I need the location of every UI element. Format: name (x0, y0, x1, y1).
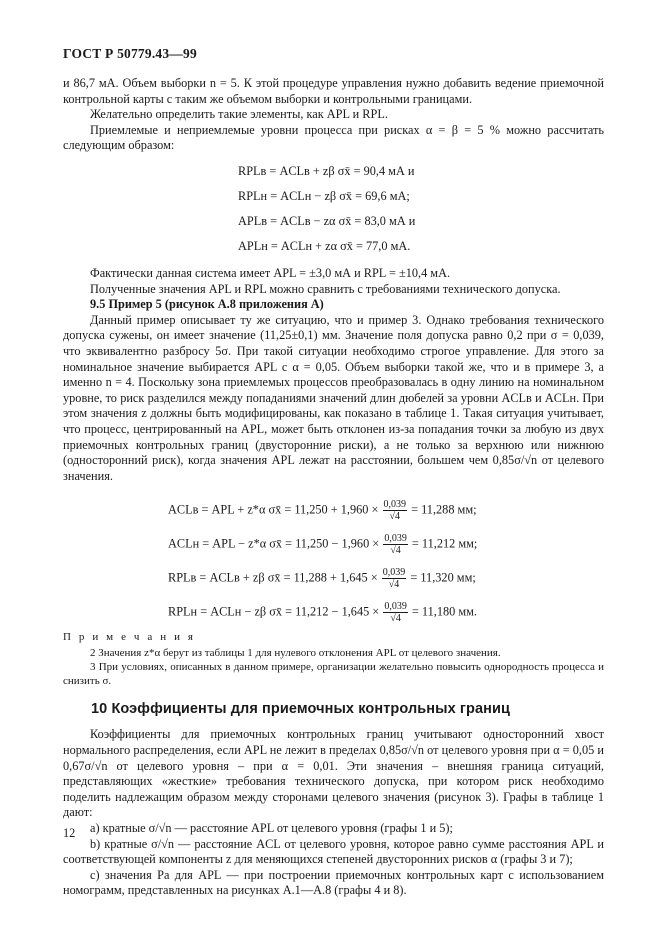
paragraph: Фактически данная система имеет APL = ±3,0 мА и RPL = ±10,4 мА. (90, 265, 451, 280)
notes-title: П р и м е ч а н и я (63, 631, 196, 644)
page-number: 12 (63, 826, 76, 840)
note-item: 3 При условиях, описанных в данном примере, организации желательно повысить однородность процесса и снизить σ. (63, 660, 604, 687)
equation: RPLн = ACLн − zβ σx̄ = 69,6 мА; (238, 188, 410, 203)
equation: RPLв = ACLв + zβ σx̄ = 11,288 + 1,645 × $\frac{0,039}{√4}$ = 11,320 мм; (168, 567, 476, 591)
list-item: а) кратные σ/√n — расстояние APL от целевого уровня (графы 1 и 5); (90, 821, 453, 836)
paragraph: и 86,7 мА. Объем выборки n = 5. К этой процедуре управления нужно добавить ведение приемочной контрольной карты с таким же объемом выборки и контрольными границами. (63, 76, 604, 106)
paragraph: Коэффициенты для приемочных контрольных границ учитывают односторонний хвост нормального распределения, если APL не лежит в пределах 0,85σ/√n от целевого уровня при α = 0,05 и 0,67σ/√n от целевого уровня – при α = 0,01. Эти значения – внешняя граница ситуаций, представляющих «жесткие» требования технического допуска, при котором риск необходимо поделить надлежащим образом между сторонами целевого значения (рисунок 3). Графы в таблице 1 дают: (63, 727, 604, 820)
paragraph: Полученные значения APL и RPL можно сравнить с требованиями технического допуска. (90, 281, 561, 296)
subsection-heading: 9.5 Пример 5 (рисунок А.8 приложения А) (90, 297, 324, 312)
page-body (63, 76, 604, 899)
equation: ACLв = APL + z*α σx̄ = 11,250 + 1,960 × $\frac{0,039}{√4}$ = 11,288 мм; (168, 499, 477, 523)
paragraph: Приемлемые и неприемлемые уровни процесса при рисках α = β = 5 % можно рассчитать следующим образом: (63, 122, 604, 153)
equation: RPLн = ACLн − zβ σx̄ = 11,212 − 1,645 × $\frac{0,039}{√4}$ = 11,180 мм. (168, 601, 477, 625)
equation: ACLн = APL − z*α σx̄ = 11,250 − 1,960 × $\frac{0,039}{√4}$ = 11,212 мм; (168, 533, 478, 557)
list-item: b) кратные σ/√n — расстояние ACL от целевого уровня, которое равно сумме расстояния APL и соответствующей компоненты z для меняющихся степеней двусторонних рисков α (графы 3 и 7); (63, 836, 604, 867)
paragraph: Желательно определить такие элементы, как APL и RPL. (90, 107, 388, 122)
document-header: ГОСТ Р 50779.43—99 (63, 46, 197, 61)
section-heading: 10 Коэффициенты для приемочных контрольных границ (91, 700, 511, 717)
list-item: с) значения Pa для APL — при построении приемочных контрольных карт с использованием номограмм, представленных на рисунках А.1—А.8 (графы 4 и 8). (63, 867, 604, 898)
note-item: 2 Значения z*α берут из таблицы 1 для нулевого отклонения APL от целевого значения. (90, 646, 501, 659)
equation: RPLв = ACLв + zβ σx̄ = 90,4 мА и (238, 163, 415, 178)
equation: APLн = ACLн + zα σx̄ = 77,0 мА. (238, 238, 411, 253)
equation: APLв = ACLв − zα σx̄ = 83,0 мА и (238, 213, 416, 228)
paragraph: Данный пример описывает ту же ситуацию, что и пример 3. Однако требования технического допуска сужены, он имеет значение (11,25±0,1) мм. Значение поля допуска равно 0,2 при σ = 0,039, что эквивалентно разбросу 5σ. При такой ситуации необходимо строгое управление. Для этого за номинальное значение выбирается APL с α = 0,05. Объем выборки такой же, что и в примере 3, а именно n = 4. Поскольку зона приемлемых процессов преобразовалась в одну линию на номинальном уровне, то риск разделился между попаданиями значений длин дюбелей за уровни ACLв и ACLн. При этом значения z должны быть модифицированы, как показано в таблице 1. Такая ситуация учитывает, что процесс, центрированный на APL, может быть отклонен из-за попадания точки за любую из двух приемочных контрольных границ (двусторонние риски), а не только за верхнюю или нижнюю (односторонний риск), когда значения APL лежат на расстоянии, большем чем 0,85σ/√n от целевого значения. (63, 312, 604, 483)
